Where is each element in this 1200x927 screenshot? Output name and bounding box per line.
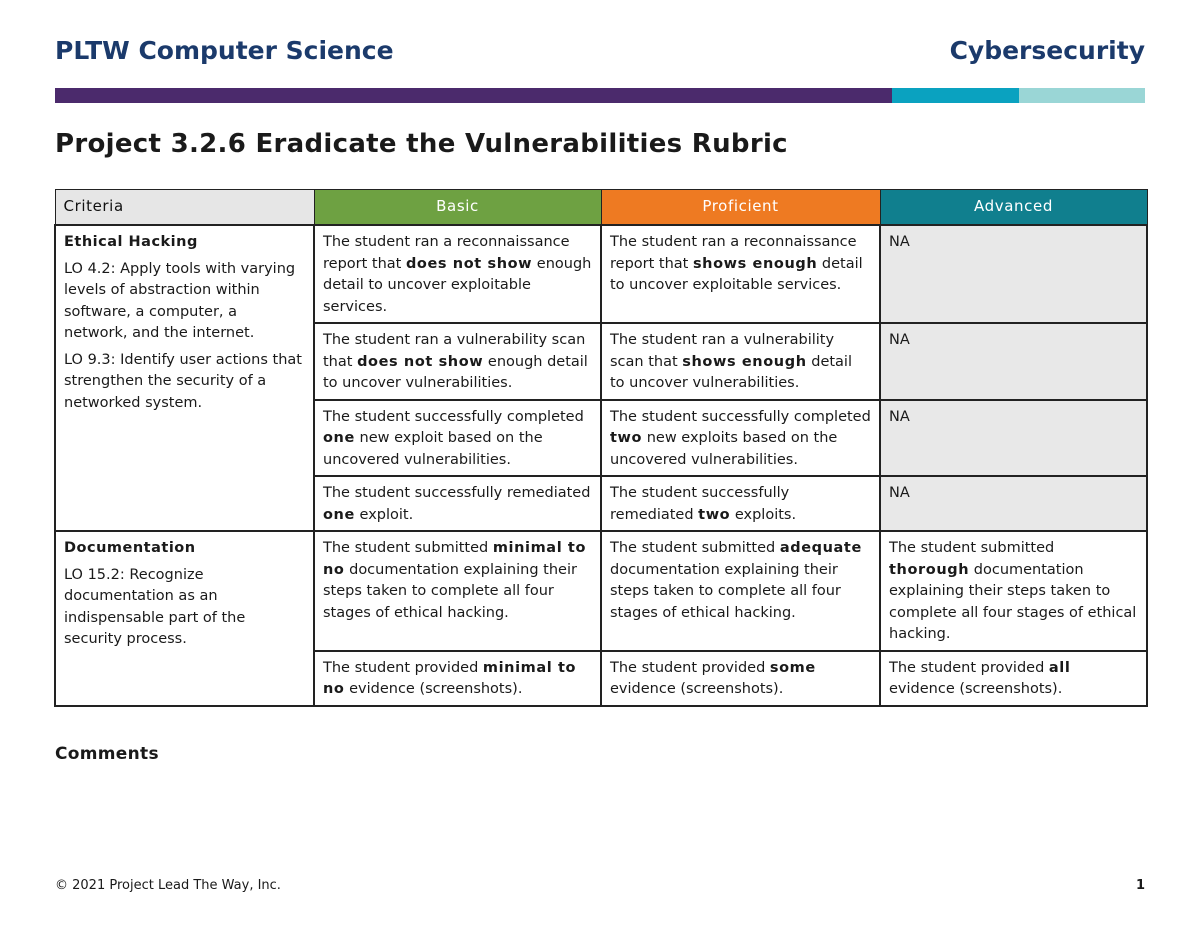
cell-text: The student ran a reconnaissance report that (610, 234, 857, 272)
cell-text: The student submitted (889, 540, 1055, 556)
cell-proficient (601, 476, 880, 531)
cell-emphasis: one (323, 506, 355, 523)
table-row (55, 531, 1147, 651)
header-basic: Basic (314, 190, 601, 226)
learning-objective: LO 15.2: Recognize documentation as an indispensable part of the security process. (64, 566, 246, 647)
cell-proficient (601, 323, 880, 400)
cell-emphasis: does not show (357, 353, 484, 370)
cell-advanced: NA (880, 323, 1147, 400)
criteria-documentation (55, 531, 314, 706)
cell-advanced (880, 531, 1147, 651)
document-title: Project 3.2.6 Eradicate the Vulnerabilities Rubric (55, 129, 788, 159)
cell-text: The student provided (610, 659, 770, 676)
cell-text: The student ran a reconnaissance report that (323, 234, 570, 272)
cell-emphasis: some (769, 659, 816, 676)
cell-proficient (601, 651, 880, 706)
cell-text: The student ran a vulnerability scan that (610, 332, 835, 370)
header-band-teal (1019, 88, 1145, 103)
cell-basic (314, 323, 601, 400)
criteria-name: Documentation (64, 540, 196, 556)
header-proficient: Proficient (601, 190, 880, 226)
rubric-header-row (55, 190, 1147, 226)
cell-text: exploits. (730, 506, 797, 523)
learning-objective: LO 9.3: Identify user actions that strengthen the security of a networked system. (64, 351, 302, 411)
cell-text: new exploits based on the uncovered vulnerabilities. (610, 430, 838, 468)
cell-text: documentation explaining their steps taken to complete all four stages of ethical hacking. (889, 561, 1137, 642)
cell-proficient (601, 225, 880, 323)
cell-text: documentation explaining their steps taken to complete all four stages of ethical hacking. (610, 561, 841, 621)
footer-page-number: 1 (1135, 878, 1145, 893)
cell-text: evidence (screenshots). (889, 681, 1063, 697)
cell-advanced: NA (880, 225, 1147, 323)
cell-proficient (601, 531, 880, 651)
criteria-ethical-hacking (55, 225, 314, 531)
cell-text: The student successfully completed (610, 408, 871, 425)
cell-basic (314, 651, 601, 706)
cell-emphasis: shows enough (682, 353, 807, 370)
cell-text: The student successfully completed (323, 408, 584, 425)
cell-text: The student successfully remediated (610, 485, 790, 523)
cell-emphasis: all (1048, 659, 1071, 676)
cell-basic (314, 400, 601, 477)
cell-text: documentation explaining their steps taken to complete all four stages of ethical hacking. (323, 561, 577, 621)
header-program-title: PLTW Computer Science (55, 36, 394, 65)
cell-basic (314, 225, 601, 323)
cell-text: The student provided (323, 659, 483, 676)
cell-emphasis: two (610, 430, 643, 446)
cell-text: The student ran a vulnerability scan that (323, 332, 586, 370)
header-advanced: Advanced (880, 190, 1147, 226)
table-row (55, 225, 1147, 323)
cell-emphasis: does not show (405, 255, 533, 272)
rubric-table (54, 189, 1148, 707)
cell-basic (314, 476, 601, 531)
cell-emphasis: two (698, 506, 731, 523)
criteria-name: Ethical Hacking (64, 234, 198, 250)
cell-emphasis: shows enough (692, 255, 818, 272)
cell-proficient (601, 400, 880, 477)
cell-text: detail to uncover exploitable services. (610, 255, 863, 293)
cell-advanced (880, 651, 1147, 706)
cell-text: The student submitted (610, 540, 780, 556)
cell-emphasis: thorough (889, 561, 970, 578)
header-course-title: Cybersecurity (949, 36, 1145, 65)
cell-basic (314, 531, 601, 651)
cell-text: evidence (screenshots). (610, 681, 784, 697)
cell-emphasis: one (323, 430, 355, 446)
cell-text: exploit. (354, 506, 414, 523)
cell-text: The student successfully remediated (323, 485, 591, 501)
cell-text: enough detail to uncover exploitable services. (323, 255, 592, 315)
cell-text: The student submitted (323, 540, 493, 556)
cell-text: detail to uncover vulnerabilities. (610, 353, 852, 391)
cell-advanced: NA (880, 400, 1147, 477)
cell-emphasis: minimal to no (323, 540, 587, 578)
cell-text: The student provided (889, 659, 1049, 676)
header-band-blue (892, 88, 1019, 103)
footer-copyright: © 2021 Project Lead The Way, Inc. (55, 878, 281, 893)
cell-emphasis: minimal to no (323, 659, 577, 697)
learning-objective: LO 4.2: Apply tools with varying levels of abstraction within software, a computer, a network, and the internet. (64, 260, 296, 341)
header-criteria: Criteria (55, 190, 314, 226)
cell-text: evidence (screenshots). (344, 681, 523, 697)
cell-text: new exploit based on the uncovered vulnerabilities. (323, 430, 543, 468)
cell-emphasis: adequate (779, 540, 862, 556)
header-band-purple (55, 88, 892, 103)
cell-advanced: NA (880, 476, 1147, 531)
comments-heading: Comments (55, 744, 159, 764)
cell-text: enough detail to uncover vulnerabilities. (323, 353, 588, 391)
